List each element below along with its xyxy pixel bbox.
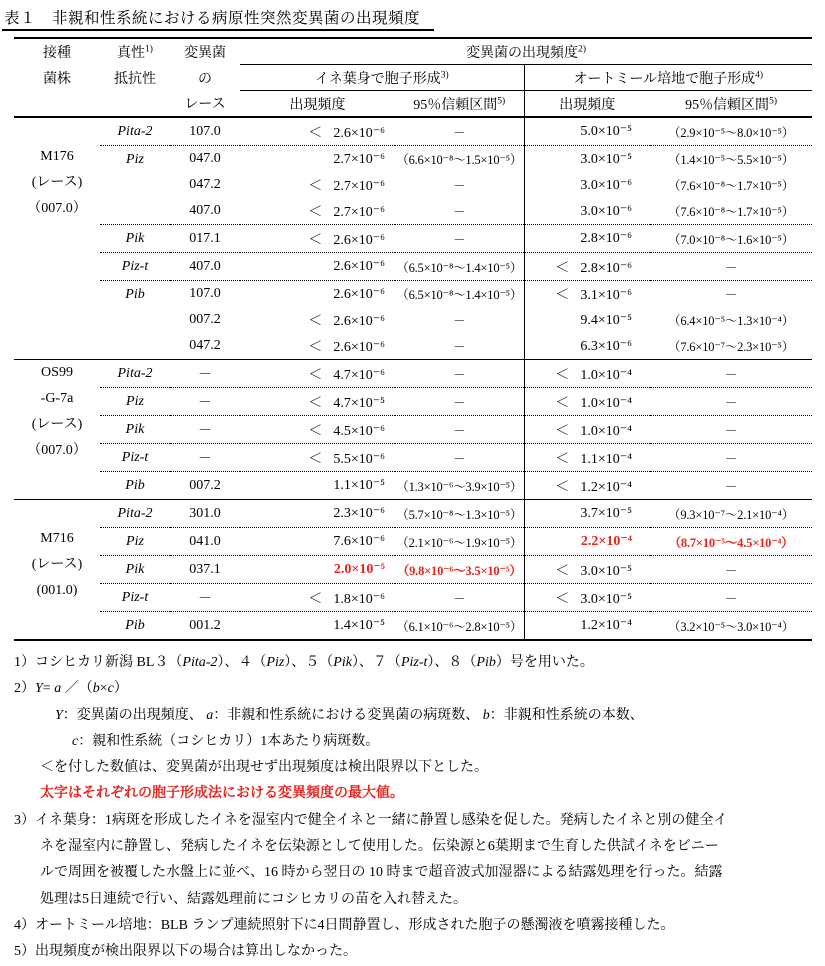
frequency-value: 2.6×10⁻⁶ (333, 314, 385, 329)
header-row-1 (14, 38, 812, 65)
oat-freq-cell (524, 146, 650, 173)
less-than-sign: ＜ (308, 451, 323, 467)
less-than-sign: ＜ (555, 423, 570, 439)
rice-ci-cell: （6.5×10⁻⁸～1.4×10⁻⁵） (395, 281, 524, 308)
mutation-frequency-table (14, 37, 812, 641)
frequency-value: 2.6×10⁻⁶ (333, 259, 385, 274)
table-row (14, 556, 812, 584)
gene-cell: Pib (100, 612, 170, 641)
oat-ci-cell: （2.9×10⁻⁵～8.0×10⁻⁵） (668, 125, 794, 140)
gene-cell: Pita-2 (100, 360, 170, 388)
race-cell: 017.1 (170, 225, 240, 253)
less-than-sign: ＜ (308, 232, 323, 248)
less-than-sign: ＜ (555, 367, 570, 383)
gene-symbol: Y (35, 681, 43, 697)
oat-freq-cell (524, 388, 650, 416)
gene-symbol: Pik (333, 655, 352, 670)
footnote-text: ／（ (61, 681, 93, 697)
strain-line: -G-7a (40, 391, 74, 406)
footnote-text: ）、４（ (217, 655, 267, 670)
oat-ci-cell: － (650, 360, 812, 388)
frequency-value: 3.0×10⁻⁶ (580, 203, 632, 219)
frequency-value: 2.8×10⁻⁶ (580, 231, 632, 246)
frequency-value: 4.5×10⁻⁶ (333, 423, 385, 439)
frequency-value: 5.5×10⁻⁶ (333, 451, 385, 467)
footnote-ref-3: 3) (440, 69, 449, 80)
footnote-text: ルで周囲を被覆した水盤上に並べ、16 時から翌日の 10 時まで超音波式加湿器による結露処理を行った。結露 (40, 865, 723, 881)
frequency-value: 3.0×10⁻⁵ (580, 151, 632, 167)
gene-cell: Pita-2 (117, 124, 153, 139)
oat-freq-cell (524, 472, 650, 500)
gene-cell: Piz-t (100, 253, 170, 281)
less-than-sign: ＜ (308, 395, 323, 411)
race-cell: 407.0 (170, 253, 240, 281)
gene-cell: Pita-2 (100, 500, 170, 528)
gene-symbol: b (92, 681, 100, 697)
header-mutant-race-3: レース (170, 91, 240, 118)
footnote-ref-2: 2) (578, 43, 586, 54)
oat-freq-cell (524, 500, 650, 528)
table-row (14, 416, 812, 444)
header-row-2 (14, 65, 812, 91)
gene-cell: Pib (100, 281, 170, 360)
oat-ci-cell: （7.6×10⁻⁸～1.7×10⁻⁵） (668, 205, 794, 219)
strain-line: （007.0） (27, 443, 87, 458)
rice-ci-cell: （2.1×10⁻⁶～1.9×10⁻⁵） (395, 528, 524, 556)
oat-ci-cell: － (650, 416, 812, 444)
table-body (14, 117, 812, 640)
header-frequency-oat: 出現頻度 (524, 91, 650, 118)
frequency-value: 2.2×10⁻⁴ (580, 534, 632, 549)
footnote-text: ：非親和性系統の本数、 (489, 707, 644, 723)
frequency-value: 1.8×10⁻⁶ (333, 591, 385, 607)
gene-cell: Piz (100, 146, 170, 225)
less-than-sign: ＜ (308, 367, 323, 383)
oat-ci-cell: （3.2×10⁻⁵～3.0×10⁻⁴） (650, 612, 812, 641)
footnote-ref-5b: 5) (769, 95, 777, 106)
strain-line: (レース) (31, 175, 83, 190)
rice-freq-cell (240, 307, 395, 333)
rice-freq-cell (240, 612, 395, 641)
less-than-sign: ＜ (555, 451, 570, 467)
gene-cell: Pik (100, 556, 170, 584)
frequency-value: 3.0×10⁻⁵ (580, 591, 632, 607)
rice-ci-cell: － (395, 225, 524, 253)
gene-symbol: Y (55, 707, 63, 723)
frequency-value: 1.0×10⁻⁴ (580, 395, 632, 411)
frequency-value: 3.7×10⁻⁵ (580, 506, 632, 521)
frequency-value: 2.6×10⁻⁶ (333, 286, 385, 302)
gene-symbol: c (107, 681, 114, 697)
oat-freq-cell (524, 225, 650, 253)
footnote-line (14, 913, 825, 939)
oat-ci-cell: （9.3×10⁻⁷～2.1×10⁻⁴） (650, 500, 812, 528)
oat-ci-cell: － (650, 584, 812, 612)
strain-cell (14, 500, 100, 641)
rice-freq-cell (240, 556, 395, 584)
frequency-value: 3.0×10⁻⁶ (580, 177, 632, 193)
footnote-text: ：変異菌の出現頻度、 (62, 707, 207, 723)
rice-ci-cell: （9.8×10⁻⁶～3.5×10⁻⁵） (395, 556, 524, 584)
oat-ci-cell: （8.7×10⁻⁵～4.5×10⁻⁴） (650, 528, 812, 556)
frequency-value: 1.1×10⁻⁵ (333, 478, 385, 493)
oat-freq-cell (524, 416, 650, 444)
less-than-sign: ＜ (555, 260, 570, 276)
rice-freq-cell (240, 198, 395, 225)
oat-freq-cell (524, 333, 650, 360)
header-true-resistance-label: 真性 (117, 45, 146, 61)
rice-freq-cell (240, 528, 395, 556)
header-row-3 (14, 91, 812, 118)
rice-freq-cell (240, 172, 395, 198)
oat-freq-cell (524, 117, 650, 146)
oat-ci-cell: － (650, 281, 812, 308)
footnote-text: ） (113, 681, 128, 697)
footnote-line (14, 703, 825, 729)
frequency-value: 1.1×10⁻⁴ (580, 451, 632, 467)
frequency-value: 1.0×10⁻⁴ (580, 423, 632, 439)
frequency-value: 2.6×10⁻⁶ (333, 125, 385, 141)
frequency-value: 5.0×10⁻⁵ (580, 124, 632, 139)
oat-ci-cell: （7.6×10⁻⁷～2.3×10⁻⁵） (668, 340, 794, 354)
strain-cell (14, 360, 100, 500)
frequency-value: 1.2×10⁻⁴ (580, 618, 632, 633)
oat-ci-cell: － (650, 472, 812, 500)
footnote-text: ネを湿室内に静置し、発病したイネを伝染源として使用した。伝染源と6葉期まで生育した供試イネをビニー (40, 839, 719, 855)
oat-ci-cell: （1.4×10⁻⁵～5.5×10⁻⁵） (650, 146, 812, 173)
rice-freq-cell (240, 281, 395, 308)
header-ci-rice-label: 95％信頼区間 (413, 97, 498, 113)
race-cell: 007.2 (170, 472, 240, 500)
rice-ci-cell: （6.1×10⁻⁶～2.8×10⁻⁵） (395, 612, 524, 641)
frequency-value: 2.7×10⁻⁶ (333, 151, 385, 167)
frequency-value: 7.6×10⁻⁶ (333, 534, 385, 549)
oat-freq-cell (524, 444, 650, 472)
rice-ci-cell: － (395, 416, 524, 444)
frequency-value: 3.0×10⁻⁵ (580, 563, 632, 579)
footnote-ref-4: 4) (755, 69, 764, 80)
table-row (14, 117, 812, 146)
frequency-value: 1.2×10⁻⁴ (580, 479, 632, 495)
strain-line: (レース) (31, 557, 83, 572)
header-inoculated-strain-2: 菌株 (43, 71, 71, 87)
frequency-value: 6.3×10⁻⁶ (580, 338, 632, 354)
footnote-line (14, 650, 825, 676)
gene-symbol: a (206, 707, 214, 723)
footnote-ref-5: 5) (497, 95, 506, 106)
gene-symbol: Piz (266, 655, 285, 670)
oat-ci-cell: － (650, 556, 812, 584)
gene-cell: Pik (100, 225, 170, 253)
header-mutant-frequency (240, 38, 812, 65)
rice-freq-cell (240, 253, 395, 281)
less-than-sign: ＜ (555, 591, 570, 607)
footnote-line (14, 781, 825, 807)
table-row (14, 444, 812, 472)
strain-line (14, 500, 100, 526)
rice-ci-cell: （1.3×10⁻⁶～3.9×10⁻⁵） (395, 472, 524, 500)
footnote-text: ：親和性系統（コシヒカリ）1本あたり病斑数。 (78, 733, 380, 749)
race-cell: － (170, 388, 240, 416)
frequency-value: 2.8×10⁻⁶ (580, 260, 632, 276)
header-ci-rice (395, 91, 524, 118)
header-mutant-race-2: の (198, 71, 212, 87)
header-rice-leaf-sporulation (240, 65, 524, 91)
gene-cell: Pib (100, 472, 170, 500)
footnote-text: 3）イネ葉身：1病斑を形成したイネを湿室内で健全イネと一緒に静置し感染を促した。発病したイネと別の健全イ (14, 812, 728, 828)
gene-cell: Piz (100, 528, 170, 556)
race-cell: 301.0 (170, 500, 240, 528)
oat-ci-cell: （7.6×10⁻⁸～1.7×10⁻⁵） (668, 179, 794, 193)
header-ci-oat-label: 95％信頼区間 (685, 97, 770, 113)
oat-freq-cell (524, 198, 650, 225)
rice-freq-cell (240, 225, 395, 253)
rice-freq-cell (240, 444, 395, 472)
strain-line: M716 (40, 531, 74, 546)
rice-freq-cell (240, 584, 395, 612)
footnote-ref-1: 1) (145, 44, 153, 55)
strain-cell (14, 117, 100, 360)
race-cell: － (170, 444, 240, 472)
header-spacer-1 (14, 91, 100, 118)
header-oatmeal-label: オートミール培地で胞子形成 (573, 71, 756, 87)
frequency-value: 4.7×10⁻⁶ (333, 367, 385, 383)
race-cell: 007.2 (189, 312, 221, 327)
footnote-text: × (99, 681, 108, 697)
header-oatmeal-sporulation (524, 65, 812, 91)
footnote-text: ＜を付した数値は、変異菌が出現せず出現頻度は検出限界以下とした。 (40, 760, 488, 776)
gene-cell: Piz-t (100, 584, 170, 612)
table-row (14, 146, 812, 173)
frequency-value: 1.4×10⁻⁵ (333, 618, 385, 633)
race-cell: 001.2 (170, 612, 240, 641)
frequency-value: 1.0×10⁻⁴ (580, 367, 632, 383)
oat-ci-cell: － (650, 388, 812, 416)
rice-freq-cell (240, 500, 395, 528)
table-title: 表１ 非親和性系統における病原性突然変異菌の出現頻度 (2, 6, 434, 31)
oat-ci-cell: － (650, 444, 812, 472)
table-row (14, 528, 812, 556)
header-mutant-frequency-label: 変異菌の出現頻度 (466, 45, 579, 61)
oat-ci-cell: （6.4×10⁻⁵～1.3×10⁻⁴） (668, 314, 794, 328)
less-than-sign: ＜ (555, 479, 570, 495)
footnote-line (14, 860, 825, 886)
table-header (14, 38, 812, 117)
footnote-line (14, 887, 825, 913)
race-cell: － (170, 584, 240, 612)
rice-freq-cell (240, 117, 395, 146)
table-row (14, 388, 812, 416)
less-than-sign: ＜ (308, 314, 323, 329)
frequency-value: 9.4×10⁻⁵ (580, 312, 632, 328)
rice-freq-cell (240, 333, 395, 360)
race-cell: 047.0 (170, 146, 240, 173)
table-row (14, 225, 812, 253)
oat-freq-cell (524, 172, 650, 198)
rice-freq-cell (240, 360, 395, 388)
rice-ci-cell: － (453, 205, 466, 219)
rice-freq-cell (240, 416, 395, 444)
gene-cell: Piz (100, 388, 170, 416)
less-than-sign: ＜ (555, 563, 570, 579)
rice-ci-cell: － (395, 584, 524, 612)
frequency-value: 2.7×10⁻⁶ (333, 179, 385, 194)
header-rice-leaf-label: イネ葉身で胞子形成 (314, 71, 441, 87)
oat-ci-cell: （7.0×10⁻⁸～1.6×10⁻⁵） (650, 225, 812, 253)
strain-line: （007.0） (27, 201, 87, 216)
footnote-line (14, 939, 825, 965)
table-row (14, 281, 812, 308)
footnote-line (14, 834, 825, 860)
strain-line: M176 (40, 149, 74, 164)
frequency-value: 4.7×10⁻⁵ (333, 395, 385, 411)
race-cell: 107.0 (170, 281, 240, 308)
race-cell: 047.2 (189, 177, 221, 192)
less-than-sign: ＜ (308, 205, 323, 220)
gene-symbol: Piz-t (400, 655, 428, 670)
footnote-text: ）、５（ (284, 655, 334, 670)
frequency-value: 2.7×10⁻⁶ (333, 205, 385, 220)
oat-freq-cell (524, 307, 650, 333)
oat-freq-cell (524, 253, 650, 281)
gene-symbol: Pita-2 (182, 655, 218, 670)
frequency-value: 2.3×10⁻⁶ (333, 506, 385, 521)
race-cell: － (170, 360, 240, 388)
race-cell: 107.0 (189, 123, 221, 139)
gene-cell: Piz-t (100, 444, 170, 472)
footnote-text: 4）オートミール培地：BLB ランプ連続照射下に4日間静置し、形成された胞子の懸濁液を噴霧接種した。 (14, 917, 675, 933)
rice-ci-cell: － (395, 388, 524, 416)
oat-freq-cell (524, 281, 650, 308)
race-cell: 047.2 (189, 338, 221, 353)
rice-ci-cell: － (453, 125, 466, 140)
footnote-line (14, 729, 825, 755)
oat-freq-cell (524, 584, 650, 612)
less-than-sign: ＜ (308, 423, 323, 439)
oat-freq-cell (524, 360, 650, 388)
frequency-value: 3.1×10⁻⁶ (580, 288, 632, 303)
less-than-sign: ＜ (308, 340, 323, 355)
gene-symbol: b (482, 707, 490, 723)
footnote-line (14, 808, 825, 834)
header-true-resistance (100, 38, 170, 65)
oat-freq-cell (524, 612, 650, 641)
rice-freq-cell (240, 388, 395, 416)
strain-line: (001.0) (36, 583, 78, 598)
less-than-sign: ＜ (555, 288, 570, 303)
footnote-text: 太字はそれぞれの胞子形成法における変異頻度の最大値。 (40, 786, 404, 802)
gene-symbol: Pib (476, 655, 496, 670)
frequency-value: 2.6×10⁻⁶ (333, 232, 385, 248)
strain-line: (レース) (31, 417, 83, 432)
table-row (14, 253, 812, 281)
rice-ci-cell: － (395, 360, 524, 388)
footnote-text: ）号を用いた。 (495, 655, 594, 670)
footnote-text: = (42, 681, 55, 697)
rice-ci-cell: － (395, 444, 524, 472)
frequency-value: 2.0×10⁻⁵ (333, 562, 385, 577)
footnote-text: ）、８（ (427, 655, 477, 670)
header-frequency-rice: 出現頻度 (240, 91, 395, 118)
table-row (14, 500, 812, 528)
frequency-value: 2.6×10⁻⁶ (333, 340, 385, 355)
gene-symbol: a (54, 681, 62, 697)
strain-line (14, 118, 100, 144)
header-inoculated-strain: 接種 (43, 45, 71, 61)
strain-line: OS99 (41, 365, 73, 380)
footnotes (14, 650, 825, 966)
rice-ci-cell: （6.5×10⁻⁸～1.4×10⁻⁵） (395, 253, 524, 281)
rice-ci-cell: （6.6×10⁻⁸～1.5×10⁻⁵） (395, 146, 524, 173)
gene-symbol: c (72, 733, 79, 749)
oat-ci-cell: － (650, 253, 812, 281)
rice-ci-cell: － (453, 340, 466, 354)
rice-ci-cell: － (453, 179, 466, 193)
footnote-line (14, 755, 825, 781)
less-than-sign: ＜ (308, 179, 323, 194)
race-cell: 037.1 (170, 556, 240, 584)
rice-ci-cell: － (453, 314, 466, 328)
footnote-text: 1）コシヒカリ新潟 BL３（ (14, 655, 183, 670)
header-mutant-race: 変異菌 (184, 45, 226, 61)
footnote-text: 処理は5日連続で行い、結露処理前にコシヒカリの苗を入れ替えた。 (40, 891, 467, 907)
rice-ci-cell: （5.7×10⁻⁸～1.3×10⁻⁵） (395, 500, 524, 528)
gene-cell: Pik (100, 416, 170, 444)
header-true-resistance-2: 抵抗性 (114, 71, 156, 87)
footnote-text: 2） (14, 681, 35, 697)
race-cell: － (170, 416, 240, 444)
header-spacer-2 (100, 91, 170, 118)
less-than-sign: ＜ (555, 395, 570, 411)
race-cell: 041.0 (170, 528, 240, 556)
oat-freq-cell (524, 556, 650, 584)
oat-freq-cell (524, 528, 650, 556)
rice-freq-cell (240, 472, 395, 500)
footnote-text: ：非親和性系統における変異菌の病斑数、 (213, 707, 483, 723)
footnote-text: ）、７（ (351, 655, 401, 670)
footnote-text: 5）出現頻度が検出限界以下の場合は算出しなかった。 (14, 944, 357, 960)
table-row (14, 360, 812, 388)
rice-freq-cell (240, 146, 395, 173)
table-row (14, 612, 812, 641)
less-than-sign: ＜ (308, 125, 323, 141)
table-row (14, 584, 812, 612)
footnote-line (14, 676, 825, 702)
header-ci-oat (650, 91, 812, 118)
table-row (14, 472, 812, 500)
less-than-sign: ＜ (308, 591, 323, 607)
race-cell: 407.0 (189, 203, 221, 218)
